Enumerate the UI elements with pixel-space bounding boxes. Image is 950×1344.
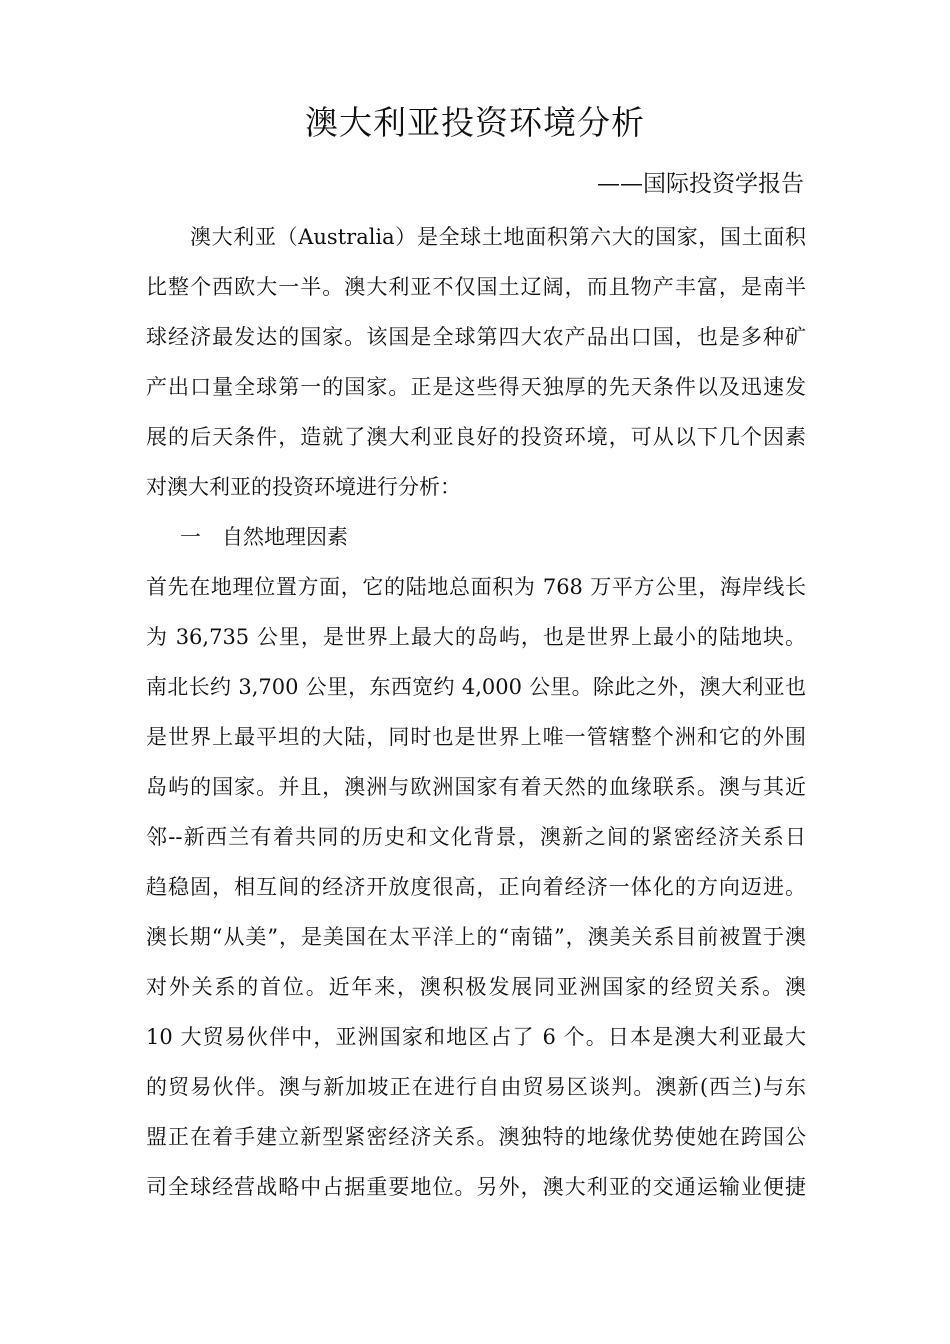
section-heading: 一 自然地理因素 [180, 525, 348, 549]
paragraph-line: 邻--新西兰有着共同的历史和文化背景，澳新之间的紧密经济关系日 [146, 825, 806, 849]
paragraph-line: 产出口量全球第一的国家。正是这些得天独厚的先天条件以及迅速发 [146, 375, 806, 399]
paragraph-line: 岛屿的国家。并且，澳洲与欧洲国家有着天然的血缘联系。澳与其近 [146, 775, 806, 799]
paragraph-line: 是世界上最平坦的大陆，同时也是世界上唯一管辖整个洲和它的外围 [146, 725, 806, 749]
paragraph-line: 南北长约 3,700 公里，东西宽约 4,000 公里。除此之外，澳大利亚也 [146, 675, 806, 699]
paragraph-line: 为 36,735 公里，是世界上最大的岛屿，也是世界上最小的陆地块。 [146, 625, 806, 649]
paragraph-line: 比整个西欧大一半。澳大利亚不仅国土辽阔，而且物产丰富，是南半 [146, 275, 806, 299]
paragraph-line: 澳大利亚（Australia）是全球土地面积第六大的国家，国土面积 [190, 225, 806, 249]
paragraph-line: 对外关系的首位。近年来，澳积极发展同亚洲国家的经贸关系。澳 [146, 975, 806, 999]
paragraph-line: 的贸易伙伴。澳与新加坡正在进行自由贸易区谈判。澳新(西兰)与东 [146, 1075, 806, 1099]
paragraph-line: 展的后天条件，造就了澳大利亚良好的投资环境，可从以下几个因素 [146, 425, 806, 449]
paragraph-line: 10 大贸易伙伴中，亚洲国家和地区占了 6 个。日本是澳大利亚最大 [146, 1025, 806, 1049]
paragraph-line: 趋稳固，相互间的经济开放度很高，正向着经济一体化的方向迈进。 [146, 875, 806, 899]
paragraph-line: 首先在地理位置方面，它的陆地总面积为 768 万平方公里，海岸线长 [146, 575, 806, 599]
paragraph-line: 司全球经营战略中占据重要地位。另外，澳大利亚的交通运输业便捷 [146, 1175, 806, 1199]
paragraph-line: 对澳大利亚的投资环境进行分析： [146, 475, 461, 499]
document-title: 澳大利亚投资环境分析 [305, 103, 645, 142]
document-subtitle: ——国际投资学报告 [597, 171, 804, 197]
paragraph-line: 盟正在着手建立新型紧密经济关系。澳独特的地缘优势使她在跨国公 [146, 1125, 806, 1149]
paragraph-line: 澳长期“从美”，是美国在太平洋上的“南锚”，澳美关系目前被置于澳 [146, 925, 806, 949]
paragraph-line: 球经济最发达的国家。该国是全球第四大农产品出口国，也是多种矿 [146, 325, 806, 349]
